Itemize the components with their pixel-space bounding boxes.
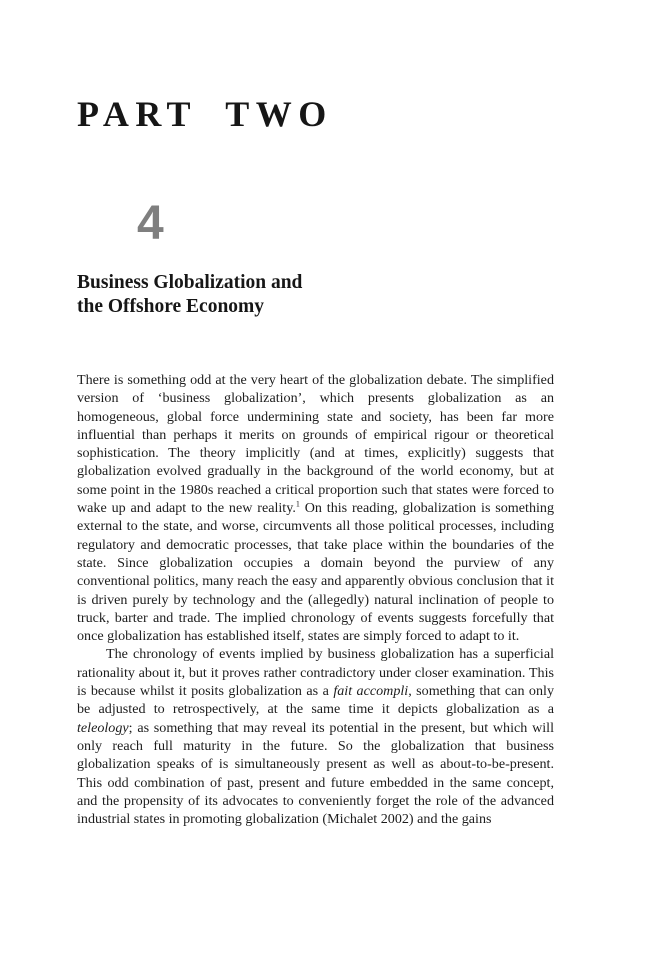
paragraph-1 (77, 371, 554, 645)
chapter-number: 4 (137, 197, 164, 250)
paragraph-1-text-b: On this reading, globalization is something external to the state, and worse, circumvents all those political processes, including regulatory and democratic processes, that take place within the boundaries of the state. Since globalization occupies a domain beyond the purview of any conventional politics, many reach the easy and apparently obvious conclusion that it is driven purely by technology and the (allegedly) natural inclination of people to truck, barter and trade. The implied chronology of events suggests forcefully that once globalization has established itself, states are simply forced to adapt to it. (77, 500, 555, 645)
chapter-title-line-1: Business Globalization and (77, 272, 303, 293)
italic-fait-accompli: fait accompli (333, 683, 409, 700)
paragraph-2-text-b: , something that can only be adjusted to retrospectively, at the same time it depicts globalization as a (77, 683, 554, 718)
chapter-title (77, 271, 302, 319)
footnote-marker: 1 (295, 499, 300, 509)
chapter-title-line-2: the Offshore Economy (77, 296, 265, 317)
chapter-body (77, 371, 554, 828)
paragraph-2-text-c: ; as something that may reveal its potential in the present, but which will only reach full maturity in the future. So the globalization that business globalization speaks of is simultaneously present as well as about-to-be-present. This odd combination of past, present and future embedded in the same concept, and the propensity of its advocates to conveniently forget the role of the advanced industrial states in promoting globalization (Michalet 2002) and the gains (77, 719, 554, 828)
part-title: PART TWO (77, 94, 333, 134)
paragraph-1-text-a: There is something odd at the very heart of the globalization debate. The simplified version of ‘business globalization’, which presents globalization as an homogeneous, global force undermining state and society, has been far more influential than perhaps it merits on grounds of empirical rigour or theoretical sophistication. The theory implicitly (and at times, explicitly) suggests that globalization evolved gradually in the background of the world economy, but at some point in the 1980s reached a critical proportion such that states were forced to wake up and adapt to the new reality. (77, 372, 554, 517)
paragraph-2-text-a: The chronology of events implied by business globalization has a superficial rationality about it, but it proves rather contradictory under closer examination. This is because whilst it posits globalization as a (77, 646, 554, 700)
italic-teleology: teleology (77, 719, 129, 736)
paragraph-2 (77, 645, 554, 828)
